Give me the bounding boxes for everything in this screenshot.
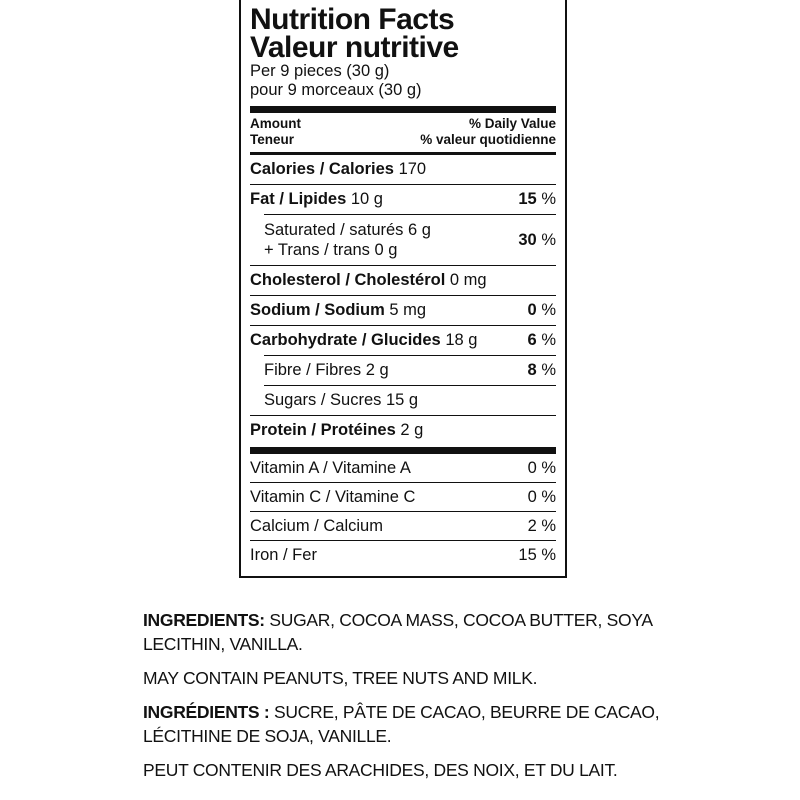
vitamin-label: Calcium / Calcium	[250, 516, 383, 535]
percent-sign: %	[541, 190, 556, 208]
allergen-warning-fr: PEUT CONTENIR DES ARACHIDES, DES NOIX, ET DU LAIT.	[143, 760, 618, 780]
vitamin-value: 15 %	[518, 545, 556, 564]
sodium-dv: 0	[527, 301, 537, 319]
title-french: Valeur nutritive	[250, 31, 459, 64]
percent-sign: %	[541, 230, 556, 249]
fibre-row	[250, 356, 556, 385]
ingredients-text-fr: SUCRE, PÂTE DE CACAO, BEURRE DE CACAO, LÉCITHINE DE SOJA, VANILLE.	[143, 702, 660, 746]
carb-dv: 6	[527, 331, 537, 349]
title-english: Nutrition Facts	[250, 3, 455, 36]
carbohydrate-row	[250, 326, 556, 355]
vitamin-label: Vitamin A / Vitamine A	[250, 458, 411, 477]
vitamin-row	[250, 541, 556, 569]
vitamin-label: Iron / Fer	[250, 545, 317, 564]
sugars-row	[250, 386, 556, 415]
percent-sign: %	[541, 331, 556, 349]
vitamin-row	[250, 512, 556, 540]
sat-trans-dv: 30	[518, 230, 537, 249]
daily-value-label-en: % Daily Value	[468, 116, 556, 131]
serving-french: pour 9 morceaux (30 g)	[250, 81, 422, 99]
carb-value: 18 g	[445, 331, 478, 349]
fat-value: 10 g	[350, 190, 383, 208]
sugars-text: Sugars / Sucres 15 g	[264, 391, 419, 409]
vitamin-row	[250, 454, 556, 482]
fat-dv: 15	[518, 190, 537, 208]
ingredients-heading-en: INGREDIENTS:	[143, 610, 265, 630]
carb-label: Carbohydrate / Glucides	[250, 331, 441, 349]
percent-sign: %	[541, 301, 556, 319]
divider-thick	[250, 106, 556, 113]
cholesterol-row	[250, 266, 556, 295]
allergen-warning-en: MAY CONTAIN PEANUTS, TREE NUTS AND MILK.	[143, 668, 538, 688]
ingredients-french	[143, 700, 683, 748]
percent-sign: %	[541, 361, 556, 379]
vitamin-value: 0 %	[527, 487, 556, 506]
ingredients-heading-fr: INGRÉDIENTS :	[143, 702, 270, 722]
amount-label-fr: Teneur	[250, 132, 295, 147]
amount-label-en: Amount	[250, 116, 301, 131]
nutrition-facts-table	[239, 0, 567, 578]
sodium-label: Sodium / Sodium	[250, 301, 385, 319]
protein-value: 2 g	[400, 421, 424, 439]
fibre-text: Fibre / Fibres 2 g	[264, 361, 389, 379]
serving-english: Per 9 pieces (30 g)	[250, 62, 390, 80]
cholesterol-label: Cholesterol / Cholestérol	[250, 271, 446, 289]
ingredients-english	[143, 608, 683, 656]
calories-label: Calories / Calories	[250, 160, 394, 178]
vitamin-label: Vitamin C / Vitamine C	[250, 487, 416, 506]
trans-text: + Trans / trans 0 g	[264, 241, 398, 259]
cholesterol-value: 0 mg	[449, 271, 487, 289]
protein-row	[250, 416, 556, 445]
sodium-value: 5 mg	[389, 301, 427, 319]
ingredients-text-en: SUGAR, COCOA MASS, COCOA BUTTER, SOYA LECITHIN, VANILLA.	[143, 610, 652, 654]
calories-value: 170	[398, 160, 427, 178]
daily-value-label-fr: % valeur quotidienne	[420, 132, 556, 147]
fat-row	[250, 185, 556, 214]
serving-size	[250, 62, 556, 100]
fat-label: Fat / Lipides	[250, 190, 347, 208]
calories-row	[250, 155, 556, 184]
saturated-text: Saturated / saturés 6 g	[264, 221, 431, 239]
vitamin-row	[250, 483, 556, 511]
protein-label: Protein / Protéines	[250, 421, 396, 439]
amount-header	[250, 113, 556, 152]
divider-thick	[250, 447, 556, 454]
ingredients-section	[143, 608, 683, 792]
nutrition-title	[250, 3, 556, 64]
vitamin-value: 2 %	[527, 516, 556, 535]
saturated-trans-row	[250, 215, 556, 265]
vitamin-value: 0 %	[527, 458, 556, 477]
sodium-row	[250, 296, 556, 325]
fibre-dv: 8	[527, 361, 537, 379]
